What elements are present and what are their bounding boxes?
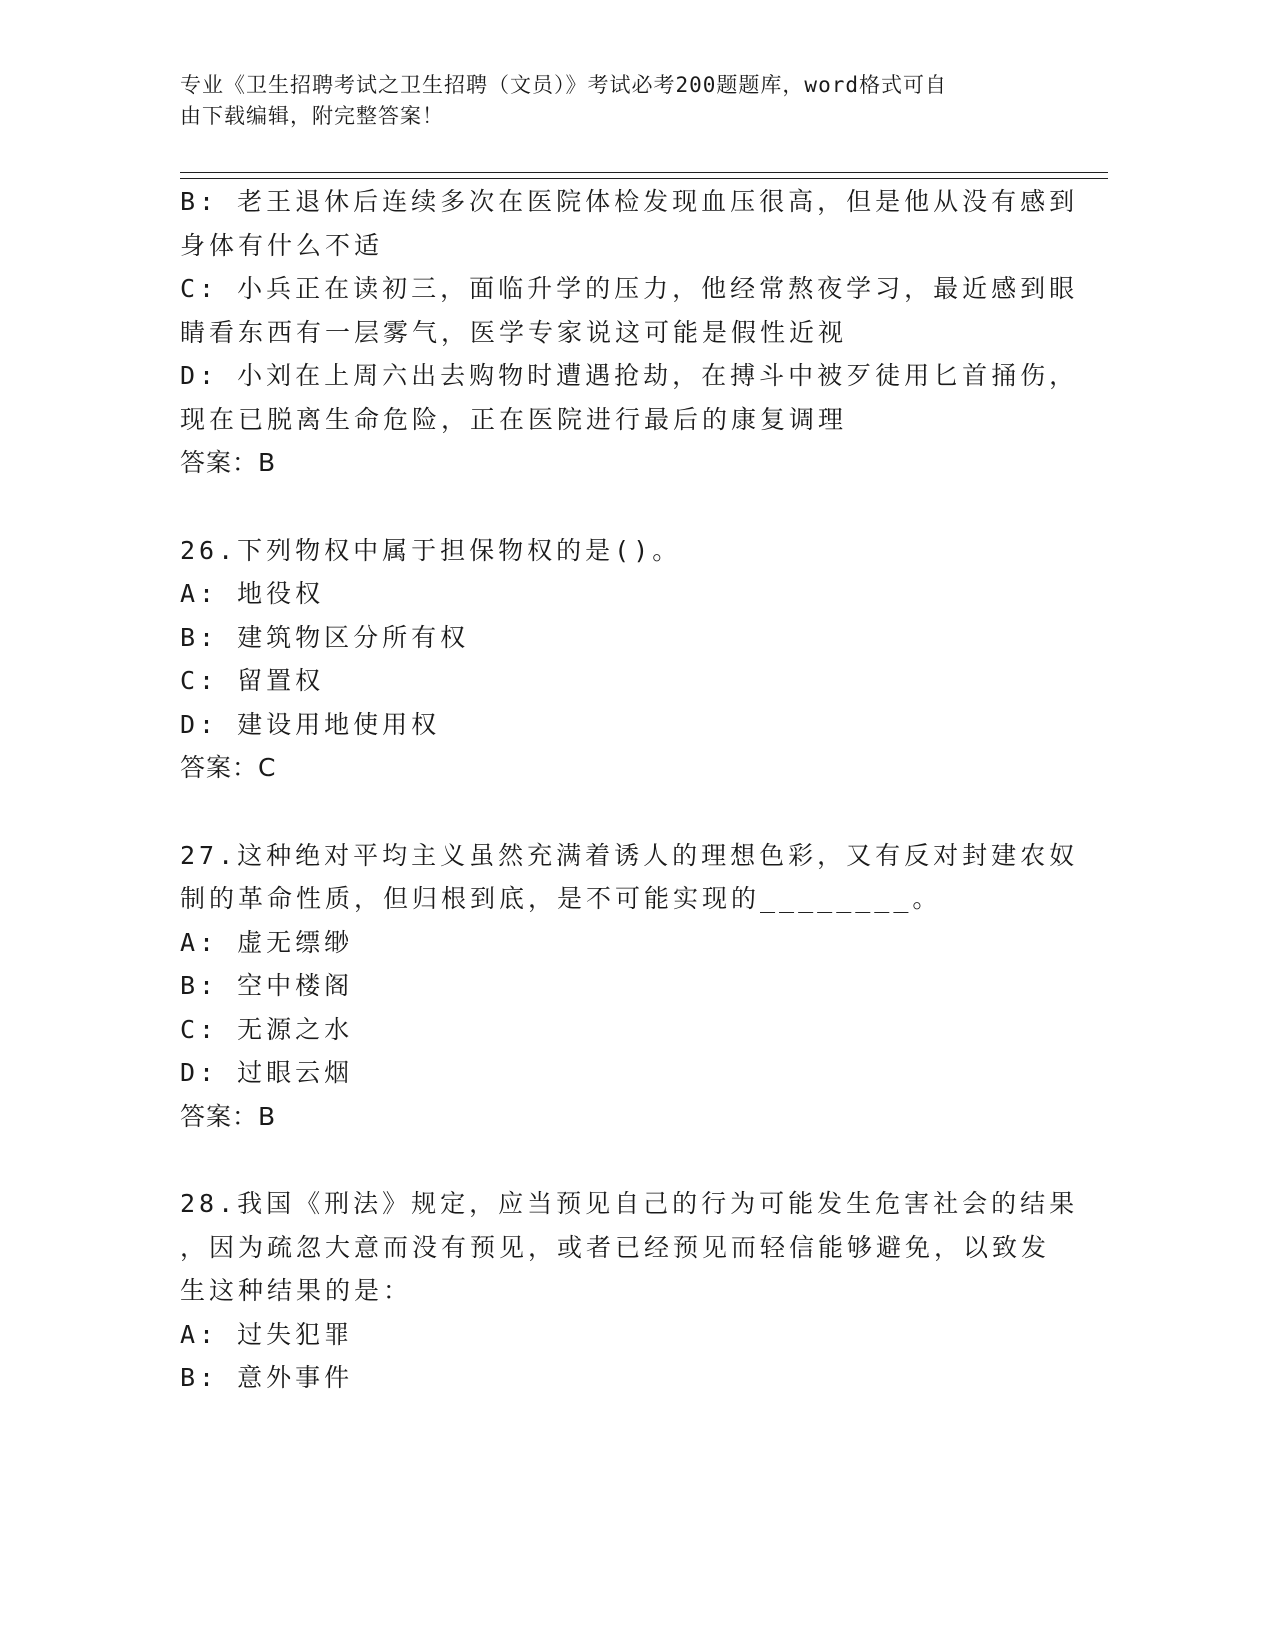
spacer	[180, 790, 1040, 834]
answer-label: 答案：C	[180, 753, 277, 782]
header-line-1: 专业《卫生招聘考试之卫生招聘（文员）》考试必考200题题库，word格式可自	[180, 73, 947, 97]
question-stem-line-2: 制的革命性质，但归根到底，是不可能实现的________。	[180, 884, 942, 913]
question-stem-line-2: ，因为疏忽大意而没有预见，或者已经预见而轻信能够避免，以致发	[180, 1232, 1051, 1262]
option-c: C: 无源之水	[180, 1014, 354, 1044]
question-26	[180, 529, 1040, 790]
option-d: D: 建设用地使用权	[180, 709, 441, 739]
question-stem-line-1: 27.这种绝对平均主义虽然充满着诱人的理想色彩，又有反对封建农奴	[180, 840, 1079, 870]
spacer	[180, 1138, 1040, 1182]
answer-label: 答案：B	[180, 1101, 277, 1131]
option-b: B: 建筑物区分所有权	[180, 622, 470, 652]
answer-label: 答案：B	[180, 448, 277, 477]
option-c: C: 留置权	[180, 666, 325, 695]
option-d: D: 过眼云烟	[180, 1058, 354, 1087]
option-d-line-2: 现在已脱离生命危险，正在医院进行最后的康复调理	[180, 404, 848, 434]
option-d-line-1: D: 小刘在上周六出去购物时遭遇抢劫，在搏斗中被歹徒用匕首捅伤，	[180, 361, 1079, 390]
option-b: B: 意外事件	[180, 1363, 354, 1392]
option-a: A: 过失犯罪	[180, 1319, 354, 1349]
option-a: A: 地役权	[180, 579, 325, 608]
option-a: A: 虚无缥缈	[180, 927, 354, 957]
option-b: B: 空中楼阁	[180, 971, 354, 1000]
question-25	[180, 180, 1079, 485]
spacer	[180, 485, 1040, 529]
option-c-line-1: C: 小兵正在读初三，面临升学的压力，他经常熬夜学习，最近感到眼	[180, 274, 1079, 303]
document-header	[180, 70, 1040, 132]
option-b-line-2: 身体有什么不适	[180, 230, 384, 260]
question-stem-line-3: 生这种结果的是：	[180, 1276, 413, 1305]
document-body	[180, 180, 1079, 1400]
header-line-2: 由下载编辑，附完整答案！	[180, 104, 444, 128]
option-b-line-1: B: 老王退休后连续多次在医院体检发现血压很高，但是他从没有感到	[180, 187, 1079, 216]
header-divider-bottom	[180, 178, 1108, 179]
header-divider-top	[180, 172, 1108, 173]
question-27	[180, 834, 1079, 1139]
question-stem-line-1: 28.我国《刑法》规定，应当预见自己的行为可能发生危害社会的结果	[180, 1189, 1079, 1218]
option-c-line-2: 睛看东西有一层雾气，医学专家说这可能是假性近视	[180, 317, 848, 347]
question-28	[180, 1182, 1079, 1400]
question-stem: 26.下列物权中属于担保物权的是()。	[180, 535, 682, 565]
